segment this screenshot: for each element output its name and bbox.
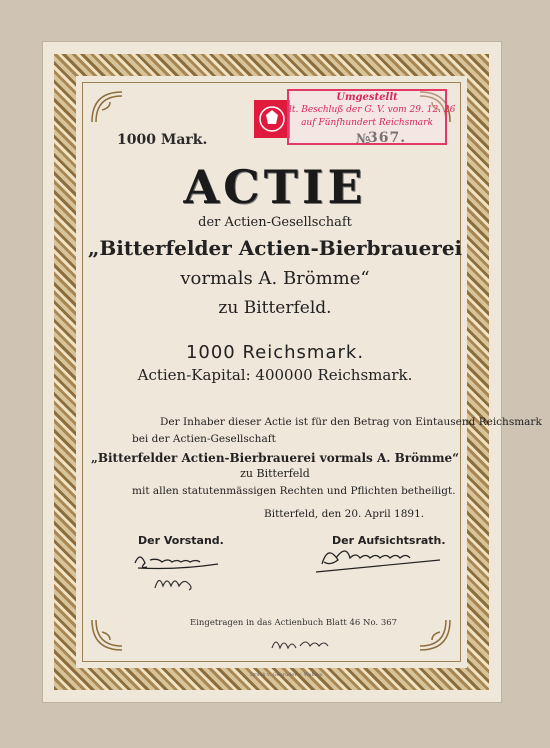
company-line: vormals A. Brömme“ [180, 268, 370, 289]
share-value: 1000 Reichsmark. [185, 342, 365, 363]
share-capital: Actien-Kapital: 400000 Reichsmark. [137, 366, 413, 384]
company-name: „Bitterfelder Actien-Bierbrauerei [87, 236, 463, 260]
conversion-stamp [287, 89, 456, 145]
body-text: bei der Actien-Gesellschaft [132, 433, 276, 445]
denomination: 1000 Mark. [117, 132, 208, 148]
registrar-signature-icon [268, 632, 338, 654]
seal-stamp-icon [254, 100, 290, 138]
company-location: zu Bitterfeld. [218, 298, 332, 318]
body-text: Der Inhaber dieser Actie ist für den Betrag von Eintausend Reichsmark [160, 416, 542, 428]
supervisory-signature-icon [314, 540, 444, 576]
document-title: ACTIE [183, 160, 367, 214]
printer-imprint: Druck v. Gebrüder v. Wahlen [250, 672, 323, 678]
body-company: „Bitterfelder Actien-Bierbrauerei vormals A. Brömme“ [90, 451, 460, 465]
body-text: mit allen statutenmässigen Rechten und Pflichten betheiligt. [132, 485, 456, 497]
board-label: Der Vorstand. [138, 534, 224, 547]
stamp-line: auf Fünfhundert Reichsmark [301, 118, 433, 128]
stamp-line: Umgestellt [336, 92, 398, 103]
place-date: Bitterfeld, den 20. April 1891. [264, 508, 425, 520]
stamp-line: lt. Beschluß der G. V. vom 29. 12. 26 [289, 105, 456, 115]
registration-note: Eingetragen in das Actienbuch Blatt 46 No. 367 [190, 618, 398, 628]
supervisory-label: Der Aufsichtsrath. [332, 534, 446, 547]
serial-label: № [356, 132, 371, 147]
serial-number: 367. [368, 130, 407, 146]
body-location: zu Bitterfeld [240, 467, 310, 480]
corner-ornament-icon [90, 618, 124, 652]
board-signature-icon [130, 548, 230, 598]
corner-ornament-icon [90, 90, 124, 124]
company-line: der Actien-Gesellschaft [198, 215, 352, 230]
corner-ornament-icon [418, 618, 452, 652]
